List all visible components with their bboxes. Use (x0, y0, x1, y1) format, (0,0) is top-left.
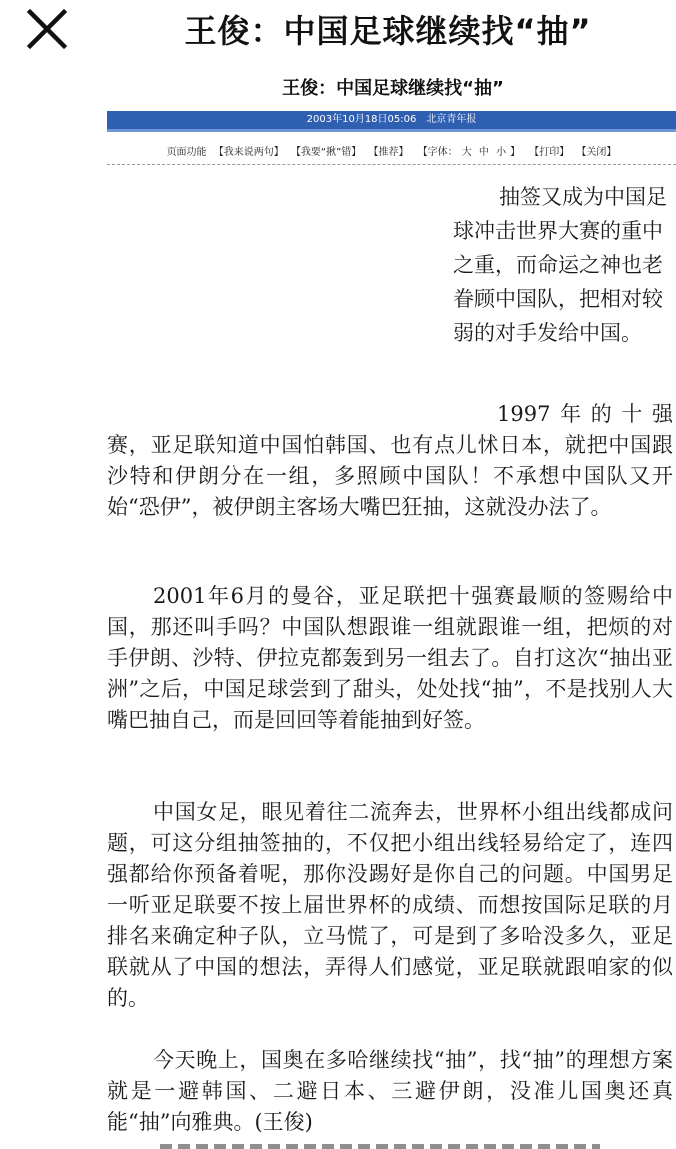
top-bar (0, 0, 676, 58)
page-functions-label: 页面功能 (166, 147, 207, 158)
article-paragraph-1: 抽签又成为中国足球冲击世界大赛的重中之重，而命运之神也老眷顾中国队，把相对较弱的对手发给中国。 (453, 185, 667, 345)
article-meta-bar (107, 111, 676, 132)
font-size-large[interactable]: 大 (461, 147, 472, 158)
font-size-label: 【字体： (417, 147, 458, 158)
article-title: 王俊：中国足球继续找“抽” (282, 78, 504, 99)
article-paragraph-2: 1997年的十强赛，亚足联知道中国怕韩国、也有点儿怵日本，就把中国跟沙特和伊朗分在一组，多照顾中国队！不承想中国队又开始“恐伊”，被伊朗主客场大嘴巴狂抽，这就没办法了。 (107, 402, 673, 519)
font-size-small[interactable]: 小 (496, 147, 507, 158)
truncated-text-edge (160, 1144, 600, 1149)
close-button[interactable] (24, 6, 70, 52)
font-size-close-bracket: 】 (510, 147, 521, 158)
close-page-link[interactable]: 【关闭】 (576, 147, 617, 158)
article-paragraph-3: 2001年6月的曼谷，亚足联把十强赛最顺的签赐给中国，那还叫手吗？中国队想跟谁一组就跟谁一组，把烦的对手伊朗、沙特、伊拉克都轰到另一组去了。自打这次“抽出亚洲”之后，中国足球尝到了甜头，处处找“抽”，不是找别人大嘴巴抽自己，而是回回等着能抽到好签。 (107, 584, 673, 732)
page-functions-bar (107, 144, 676, 165)
publish-info: 2003年10月18日05:06 北京青年报 (306, 114, 477, 125)
font-size-medium[interactable]: 中 (478, 147, 489, 158)
article-paragraph-4: 中国女足，眼见着往二流奔去，世界杯小组出线都成问题，可这分组抽签抽的，不仅把小组出线轻易给定了，连四强都给你预备着呢，那你没踢好是你自己的问题。中国男足一听亚足联要不按上届世界杯的成绩、而想按国际足联的月排名来确定种子队，立马慌了，可是到了多哈没多久，亚足联就从了中国的想法，弄得人们感觉，亚足联就跟咱家的似的。 (107, 800, 673, 1010)
window-title: 王俊：中国足球继续找“抽” (184, 12, 592, 50)
font-size-control (416, 147, 522, 158)
article-paragraph-5: 今天晚上，国奥在多哈继续找“抽”，找“抽”的理想方案就是一避韩国、二避日本、三避伊朗，没准儿国奥还真能“抽”向雅典。(王俊) (107, 1048, 673, 1134)
report-error-link[interactable]: 【我要“揪”错】 (290, 147, 362, 158)
recommend-link[interactable]: 【推荐】 (368, 147, 409, 158)
comment-link[interactable]: 【我来说两句】 (213, 147, 284, 158)
close-icon (24, 6, 70, 52)
print-link[interactable]: 【打印】 (529, 147, 570, 158)
